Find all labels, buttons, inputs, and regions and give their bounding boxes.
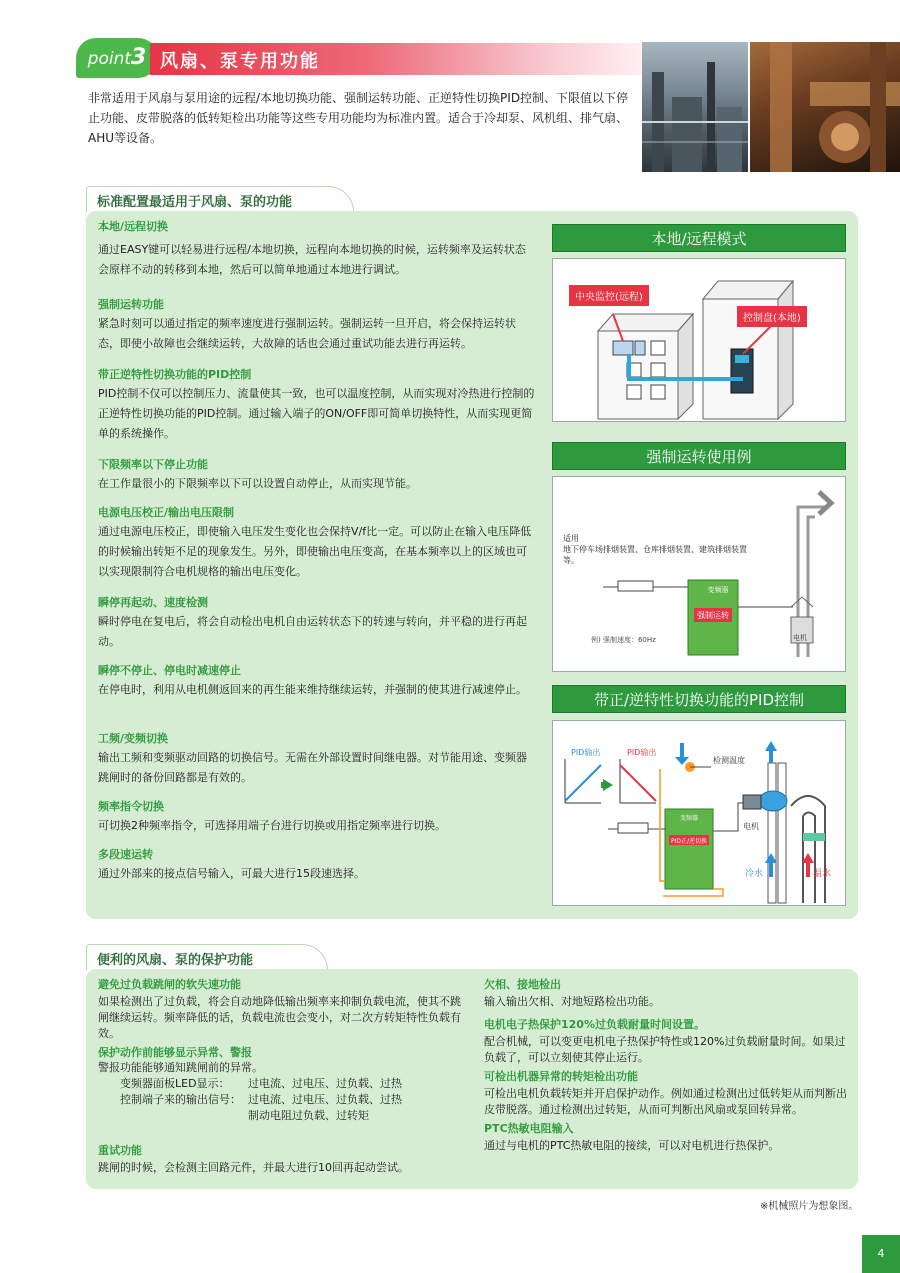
pid-diagram xyxy=(552,720,846,906)
item-body: 警报功能能够通知跳闸前的异常。 xyxy=(98,1061,263,1074)
detect-temp-label: 检测温度 xyxy=(713,756,745,765)
item-title: 重试功能 xyxy=(98,1144,142,1157)
item-title: 带正逆特性切换功能的PID控制 xyxy=(98,368,252,381)
item-body: 跳闸的时候，会检测主回路元件，并最大进行10回再起动尝试。 xyxy=(98,1161,409,1174)
cold-water-label: 冷水 xyxy=(745,869,764,879)
item-title: 工频/变频切换 xyxy=(98,732,169,745)
factory-photo xyxy=(642,42,748,172)
local-remote-diagram xyxy=(552,258,846,422)
section2-left xyxy=(98,976,468,1176)
pid-output-label-1: PID输出 xyxy=(571,748,601,757)
item-body: 如果检测出了过负载，将会自动地降低输出频率来抑制负载电流，使其不跳闸继续运转。频率降低的话，负载电流也会变小，对二次方转矩特性负载有效。 xyxy=(98,995,461,1040)
section2-right xyxy=(484,976,850,1154)
forced-run-header: 强制运转使用例 xyxy=(552,442,846,470)
item-body: PID控制不仅可以控制压力、流量使其一致，也可以温度控制，从而实现对冷热进行控制的正逆特性切换功能的PID控制。通过输入端子的ON/OFF即可简单切换特性，从而实现更简单的系统操作。 xyxy=(98,387,535,440)
item-body: 在工作量很小的下限频率以下可以设置自动停止，从而实现节能。 xyxy=(98,477,417,490)
item-title: 电源电压校正/输出电压限制 xyxy=(98,506,235,519)
intro-text: 非常适用于风扇与泵用途的远程/本地切换功能、强制运转功能、正逆特性切换PID控制、下限值以下停止功能、皮带脱落的低转矩检出功能等这些专用功能均为标准内置。适合于冷却泵、风机组、排气扇、AHU等设备。 xyxy=(88,91,629,145)
item-title: 避免过负载跳闸的软失速功能 xyxy=(98,978,241,991)
local-remote-header: 本地/远程模式 xyxy=(552,224,846,252)
item-title: 电机电子热保护120%过负载耐量时间设置。 xyxy=(484,1018,705,1031)
central-monitor-label: 中央监控(远程) xyxy=(569,285,649,306)
item-body: 可检出电机负载转矩并开启保护动作。例如通过检测出过低转矩从而判断出皮带脱落。通过检测出过转矩，从而可判断出风扇或泵回转异常。 xyxy=(484,1087,847,1116)
point-badge: point3 xyxy=(76,38,158,78)
item-body: 瞬时停电在复电后，将会自动检出电机自由运转状态下的转速与转向，并平稳的进行再起动。 xyxy=(98,615,527,648)
item-body: 紧急时刻可以通过指定的频率速度进行强制运转。强制运转一旦开启，将会保持运转状态，即使小故障也会继续运转，大故障的话也会通过重试功能去进行再运转。 xyxy=(98,317,516,350)
pid-output-label-2: PID输出 xyxy=(627,748,657,757)
forced-run-label: 强制运转 xyxy=(697,611,729,620)
item-title: 多段速运转 xyxy=(98,848,153,861)
item-body: 可切换2种频率指令，可选择用端子台进行切换或用指定频率进行切换。 xyxy=(98,819,446,832)
pipes-photo xyxy=(750,42,900,172)
item-title: 强制运转功能 xyxy=(98,298,164,311)
item-body: 通过外部来的接点信号输入，可最大进行15段速选择。 xyxy=(98,867,365,880)
page-number: 4 xyxy=(862,1235,900,1273)
footnote: ※机械照片为想象图。 xyxy=(760,1201,859,1212)
page-title: 风扇、泵专用功能 xyxy=(160,51,320,72)
item-body: 配合机械，可以变更电机电子热保护特性或120%过负载耐量时间。如果过负载了，可以立刻使其停止运行。 xyxy=(484,1035,846,1064)
section1-items xyxy=(98,218,536,888)
item-body: 输出工频和变频驱动回路的切换信号。无需在外部设置时间继电器。对节能用途、变频器跳闸时的备份回路都是有效的。 xyxy=(98,751,527,784)
item-title: 可检出机器异常的转矩检出功能 xyxy=(484,1070,638,1083)
forced-speed-example: 例) 强制速度：60Hz xyxy=(591,636,656,644)
control-panel-label: 控制盘(本地) xyxy=(737,306,807,327)
alarm-row: 制动电阻过负载、过转矩 xyxy=(248,1109,369,1122)
alarm-row: 变频器面板LED显示： 过电流、过电压、过负载、过热 xyxy=(120,1077,402,1090)
item-title: 下限频率以下停止功能 xyxy=(98,458,208,471)
item-title: 欠相、接地检出 xyxy=(484,978,561,991)
forced-run-diagram xyxy=(552,476,846,672)
item-body: 通过EASY键可以轻易进行远程/本地切换，远程向本地切换的时候，运转频率及运转状态会原样不动的转移到本地，然后可以简单地通过本地进行调试。 xyxy=(98,243,526,276)
alarm-row: 控制端子来的输出信号： 过电流、过电压、过负载、过热 xyxy=(120,1093,402,1106)
pid-header: 带正/逆特性切换功能的PID控制 xyxy=(552,685,846,713)
item-body: 通过与电机的PTC热敏电阻的接续，可以对电机进行热保护。 xyxy=(484,1139,780,1152)
item-title: PTC热敏电阻输入 xyxy=(484,1122,574,1135)
pid-switch-label: PID正/逆切换 xyxy=(670,838,708,845)
section1-tab: 标准配置最适用于风扇、泵的功能 xyxy=(86,186,354,212)
motor-label: 电机 xyxy=(793,634,807,642)
item-body: 输入输出欠相、对地短路检出功能。 xyxy=(484,995,660,1008)
motor-label: 电机 xyxy=(743,822,759,831)
inverter-label: 变频器 xyxy=(707,586,729,594)
item-body: 通过电源电压校正，即使输入电压发生变化也会保持V/f比一定。可以防止在输入电压降低的时候输出转矩不足的现象发生。另外，即使输出电压变高，在基本频率以上的区域也可以实现限制符合电机规格的输出电压变化。 xyxy=(98,525,532,578)
item-title: 瞬停再起动、速度检测 xyxy=(98,596,208,609)
item-title: 本地/远程切换 xyxy=(98,220,169,233)
item-title: 保护动作前能够显示异常、警报 xyxy=(98,1046,252,1059)
section2-tab: 便利的风扇、泵的保护功能 xyxy=(86,944,328,970)
inverter-label: 变频器 xyxy=(679,815,698,822)
item-title: 瞬停不停止、停电时减速停止 xyxy=(98,664,241,677)
item-title: 频率指令切换 xyxy=(98,800,164,813)
application-note: 适用 地下停车场排烟装置、仓库排烟装置、建筑排烟装置等。 xyxy=(563,534,747,565)
warm-water-label: 温水 xyxy=(813,869,832,879)
item-body: 在停电时，利用从电机侧返回来的再生能来维持继续运转，并强制的使其进行减速停止。 xyxy=(98,683,527,696)
